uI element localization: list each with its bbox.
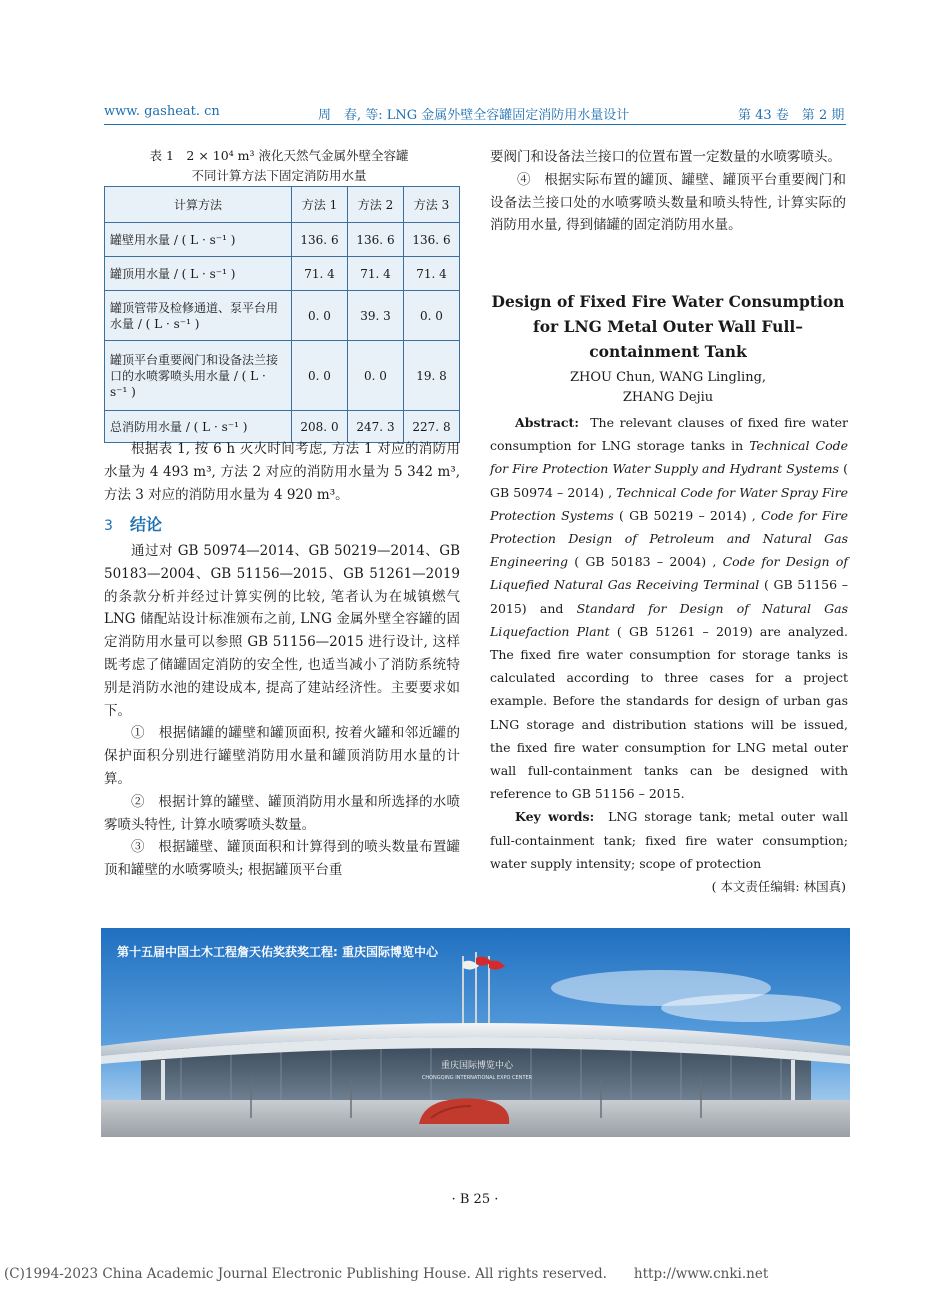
abstract-title-3: Code for Fire Protection Design of Petroleum and Natural Gas Engineering — [490, 507, 849, 570]
header-cell: 方法 1 — [292, 187, 348, 223]
header-cell: 计算方法 — [105, 187, 292, 223]
conclusion-body — [104, 540, 460, 882]
section-title: 结论 — [130, 515, 163, 534]
cell-value: 0. 0 — [348, 341, 404, 411]
english-title-line3: containment Tank — [589, 342, 747, 361]
table-caption-line1: 表 1 2 × 10⁴ m³ 液化天然气金属外壁全容罐 — [149, 148, 409, 163]
row-label: 罐顶管带及检修通道、泵平台用水量 / ( L · s⁻¹ ) — [105, 291, 292, 341]
left-body — [104, 438, 460, 506]
cell-value: 39. 3 — [348, 291, 404, 341]
abstract-text-6: ( GB 51261 – 2019) are analyzed. The fixed fire water consumption for storage tanks is calculated according to three cases for a project example. Before the standards for design of urban gas LNG storage and distribution stations will be issued, the fixed fire water consumption for LNG metal outer wall full-containment tanks can be designed with reference to GB 51156 – 2015. — [490, 623, 848, 802]
table-header-row — [105, 187, 460, 223]
abstract-title-4: Code for Design of Liquefied Natural Gas Receiving Terminal — [490, 554, 848, 593]
english-authors — [490, 368, 846, 408]
item-2: ② 根据计算的罐壁、罐顶消防用水量和所选择的水喷雾喷头特性, 计算水喷雾喷头数量。 — [104, 793, 460, 833]
cell-value: 136. 6 — [348, 223, 404, 257]
abstract-title-5: Standard for Design of Natural Gas Liquefaction Plant — [490, 600, 849, 639]
abstract-title-1: Technical Code for Fire Protection Water Supply and Hydrant Systems — [490, 438, 848, 477]
keywords: LNG storage tank; metal outer wall full-containment tank; fixed fire water consumption; water supply intensity; scope of protection — [490, 809, 848, 871]
building-sign-en: CHONGQING INTERNATIONAL EXPO CENTER — [421, 1075, 533, 1081]
cell-value: 208. 0 — [292, 411, 348, 443]
cell-value: 247. 3 — [348, 411, 404, 443]
authors-line2: ZHANG Dejiu — [622, 390, 714, 405]
item-4: ④ 根据实际布置的罐顶、罐壁、罐顶平台重要阀门和设备法兰接口处的水喷雾喷头数量和喷头特性, 计算实际的消防用水量, 得到储罐的固定消防用水量。 — [490, 171, 846, 234]
cell-value: 71. 4 — [404, 257, 460, 291]
conclusion-para: 通过对 GB 50974—2014、GB 50219—2014、GB 50183—2004、GB 51156—2015、GB 51261—2019 的条款分析并经过计算实例的比较, 笔者认为在城镇燃气 LNG 储配站设计标准颁布之前, LNG 金属外壁全容罐的固定消防用水量可以参照 GB 51156—2015 进行设计, 这样既考虑了储罐固定消防的安全性, 也适当减小了消防系统特别是消防水池的建设成本, 提高了建站经济性。主要要求如下。 — [104, 543, 460, 719]
abstract — [490, 411, 848, 898]
abstract-text-4: ( GB 50183 – 2004) , — [568, 554, 723, 570]
table-row — [105, 341, 460, 411]
abstract-text-1: The relevant clauses of fixed fire water consumption for LNG storage tanks in — [490, 415, 848, 454]
english-title — [490, 289, 846, 364]
header-cell: 方法 3 — [404, 187, 460, 223]
abstract-text-5: ( GB 51156 – 2015) and — [490, 577, 848, 616]
page-number: · B 25 · — [451, 1192, 499, 1207]
header-rule — [104, 124, 846, 125]
abstract-label: Abstract: — [515, 415, 579, 430]
authors-line1: ZHOU Chun, WANG Lingling, — [569, 370, 767, 385]
editor-note: ( 本文责任编辑: 林国真) — [711, 879, 846, 895]
journal-site: www. gasheat. cn — [104, 104, 220, 119]
row-label: 罐顶平台重要阀门和设备法兰接口的水喷雾喷头用水量 / ( L · s⁻¹ ) — [105, 341, 292, 411]
table-row — [105, 223, 460, 257]
cell-value: 227. 8 — [404, 411, 460, 443]
cell-value: 0. 0 — [292, 291, 348, 341]
cell-value: 136. 6 — [404, 223, 460, 257]
abstract-title-2: Technical Code for Water Spray Fire Protection Systems — [490, 484, 848, 523]
abstract-text-3: ( GB 50219 – 2014) , — [613, 507, 761, 523]
item-3: ③ 根据罐壁、罐顶面积和计算得到的喷头数量布置罐顶和罐壁的水喷雾喷头; 根据罐顶平台重 — [104, 839, 460, 879]
cell-value: 19. 8 — [404, 341, 460, 411]
section-number: 3 — [104, 518, 113, 534]
item-3-continued: 要阀门和设备法兰接口的位置布置一定数量的水喷雾喷头。 — [490, 149, 841, 165]
item-1: ① 根据储罐的罐壁和罐顶面积, 按着火罐和邻近罐的保护面积分别进行罐壁消防用水量和罐顶消防用水量的计算。 — [104, 725, 460, 787]
table-row — [105, 257, 460, 291]
row-label: 罐壁用水量 / ( L · s⁻¹ ) — [105, 223, 292, 257]
running-title: 周 春, 等: LNG 金属外壁全容罐固定消防用水量设计 — [318, 108, 630, 123]
cell-value: 71. 4 — [348, 257, 404, 291]
cell-value: 0. 0 — [292, 341, 348, 411]
keywords-label: Key words: — [515, 809, 595, 825]
table-caption-line2: 不同计算方法下固定消防用水量 — [191, 168, 367, 183]
cell-value: 136. 6 — [292, 223, 348, 257]
cell-value: 71. 4 — [292, 257, 348, 291]
table-row — [105, 291, 460, 341]
photo-caption: 第十五届中国土木工程詹天佑奖获奖工程: 重庆国际博览中心 — [117, 945, 438, 959]
abstract-text-2: ( GB 50974 – 2014) , — [490, 461, 848, 500]
para-after-table: 根据表 1, 按 6 h 灭火时间考虑, 方法 1 对应的消防用水量为 4 493 m³, 方法 2 对应的消防用水量为 5 342 m³, 方法 3 对应的消防用水量为 4 920 m³。 — [104, 441, 460, 503]
english-title-line2: for LNG Metal Outer Wall Full– — [533, 317, 803, 336]
english-title-line1: Design of Fixed Fire Water Consumption — [491, 292, 845, 311]
row-label: 总消防用水量 / ( L · s⁻¹ ) — [105, 411, 292, 443]
row-label: 罐顶用水量 / ( L · s⁻¹ ) — [105, 257, 292, 291]
data-table — [104, 186, 460, 443]
copyright-footer: (C)1994-2023 China Academic Journal Electronic Publishing House. All rights reserved. http://www.cnki.net — [4, 1266, 769, 1282]
right-body — [490, 146, 846, 237]
cell-value: 0. 0 — [404, 291, 460, 341]
issue-info: 第 43 卷 第 2 期 — [738, 108, 845, 123]
section-heading — [104, 512, 460, 535]
building-sign-cn: 重庆国际博览中心 — [440, 1061, 514, 1071]
header-cell: 方法 2 — [348, 187, 404, 223]
